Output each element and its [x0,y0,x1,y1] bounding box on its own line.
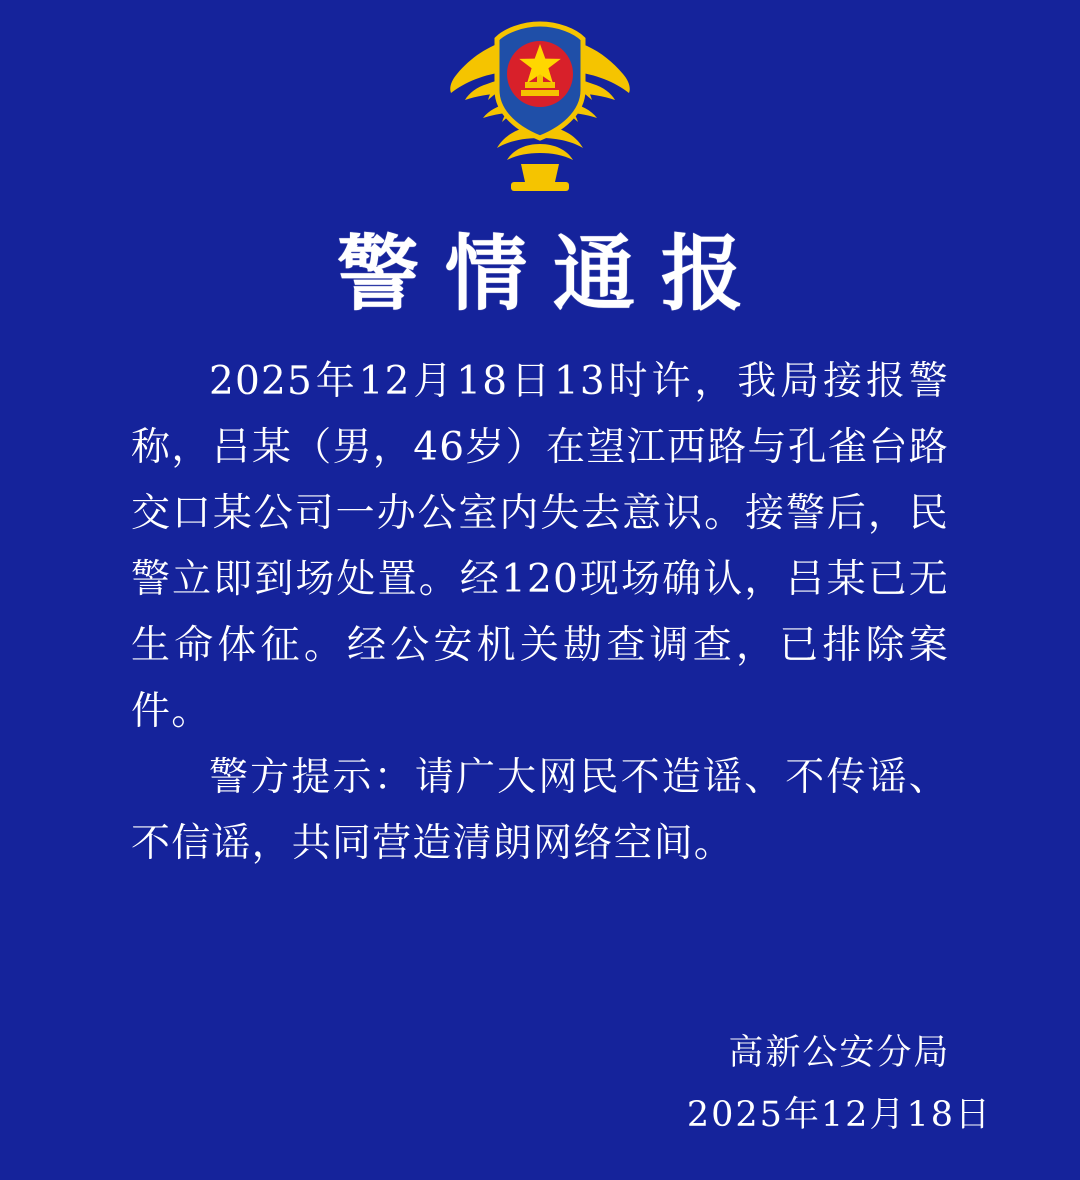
emblem-container [0,0,1080,199]
notice-paragraph-1: 2025年12月18日13时许，我局接报警称，吕某（男，46岁）在望江西路与孔雀台路交口某公司一办公室内失去意识。接警后，民警立即到场处置。经120现场确认，吕某已无生命体征。经公安机关勘查调查，已排除案件。 [131,359,949,734]
issuer-name: 高新公安分局 [728,1033,951,1073]
issue-date: 2025年12月18日 [686,1095,992,1135]
china-police-badge-icon [425,14,655,199]
signature-block [687,1022,992,1146]
notice-paragraph-2: 警方提示：请广大网民不造谣、不传谣、不信谣，共同营造清朗网络空间。 [131,755,949,866]
notice-body [131,349,949,877]
page-title: 警情通报 [336,226,769,322]
